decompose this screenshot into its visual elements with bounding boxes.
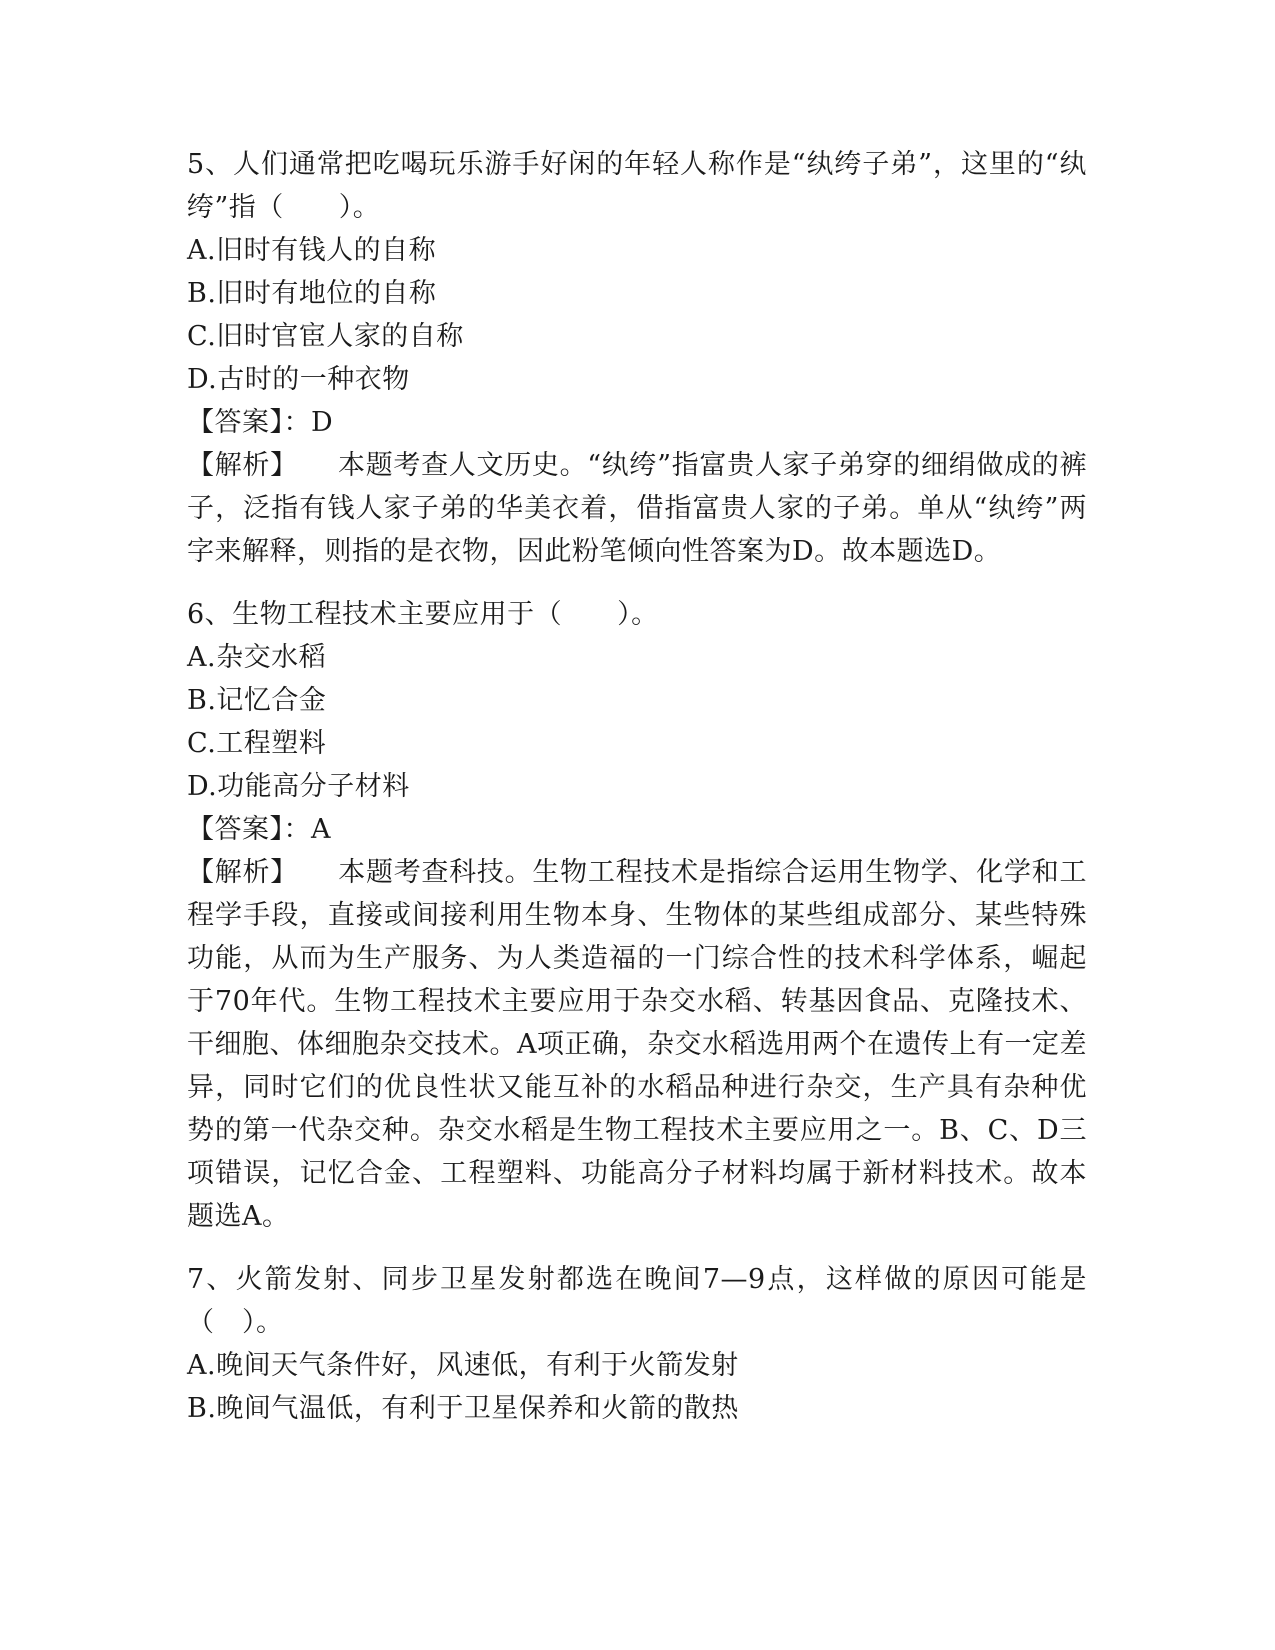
analysis-label: 【解析】 — [187, 450, 298, 481]
analysis-paragraph — [187, 851, 1087, 1238]
option-b: B.旧时有地位的自称 — [187, 278, 437, 309]
question-stem: 7、火箭发射、同步卫星发射都选在晚间7—9点，这样做的原因可能是（ ）。 — [187, 1264, 1087, 1338]
option-a: A.杂交水稻 — [187, 642, 327, 673]
option-c: C.旧时官宦人家的自称 — [187, 321, 464, 352]
option-c: C.工程塑料 — [187, 728, 327, 759]
document-page — [187, 143, 1087, 1430]
answer-line — [187, 808, 1087, 851]
answer-value: D — [311, 407, 334, 438]
option-b: B.记忆合金 — [187, 685, 327, 716]
analysis-text: 本题考查人文历史。“纨绔”指富贵人家子弟穿的细绢做成的裤子，泛指有钱人家子弟的华美衣着，借指富贵人家的子弟。单从“纨绔”两字来解释，则指的是衣物，因此粉笔倾向性答案为D。故本题选D。 — [187, 450, 1088, 567]
question-stem: 5、人们通常把吃喝玩乐游手好闲的年轻人称作是“纨绔子弟”，这里的“纨绔”指（ ）。 — [187, 149, 1087, 223]
option-a: A.旧时有钱人的自称 — [187, 235, 437, 266]
answer-label: 【答案】： — [187, 814, 311, 845]
question-7 — [187, 1258, 1087, 1430]
question-5 — [187, 143, 1087, 573]
answer-label: 【答案】： — [187, 407, 311, 438]
answer-line — [187, 401, 1087, 444]
answer-value: A — [311, 814, 331, 845]
question-stem: 6、生物工程技术主要应用于（ ）。 — [187, 599, 659, 630]
option-a: A.晚间天气条件好，风速低，有利于火箭发射 — [187, 1350, 739, 1381]
option-d: D.古时的一种衣物 — [187, 364, 410, 395]
analysis-text: 本题考查科技。生物工程技术是指综合运用生物学、化学和工程学手段，直接或间接利用生物本身、生物体的某些组成部分、某些特殊功能，从而为生产服务、为人类造福的一门综合性的技术科学体系，崛起于70年代。生物工程技术主要应用于杂交水稻、转基因食品、克隆技术、干细胞、体细胞杂交技术。A项正确，杂交水稻选用两个在遗传上有一定差异，同时它们的优良性状又能互补的水稻品种进行杂交，生产具有杂种优势的第一代杂交种。杂交水稻是生物工程技术主要应用之一。B、C、D三项错误，记忆合金、工程塑料、功能高分子材料均属于新材料技术。故本题选A。 — [187, 857, 1087, 1232]
analysis-paragraph — [187, 444, 1087, 573]
question-6 — [187, 593, 1087, 1238]
option-b: B.晚间气温低，有利于卫星保养和火箭的散热 — [187, 1393, 739, 1424]
option-d: D.功能高分子材料 — [187, 771, 410, 802]
analysis-label: 【解析】 — [187, 857, 298, 888]
